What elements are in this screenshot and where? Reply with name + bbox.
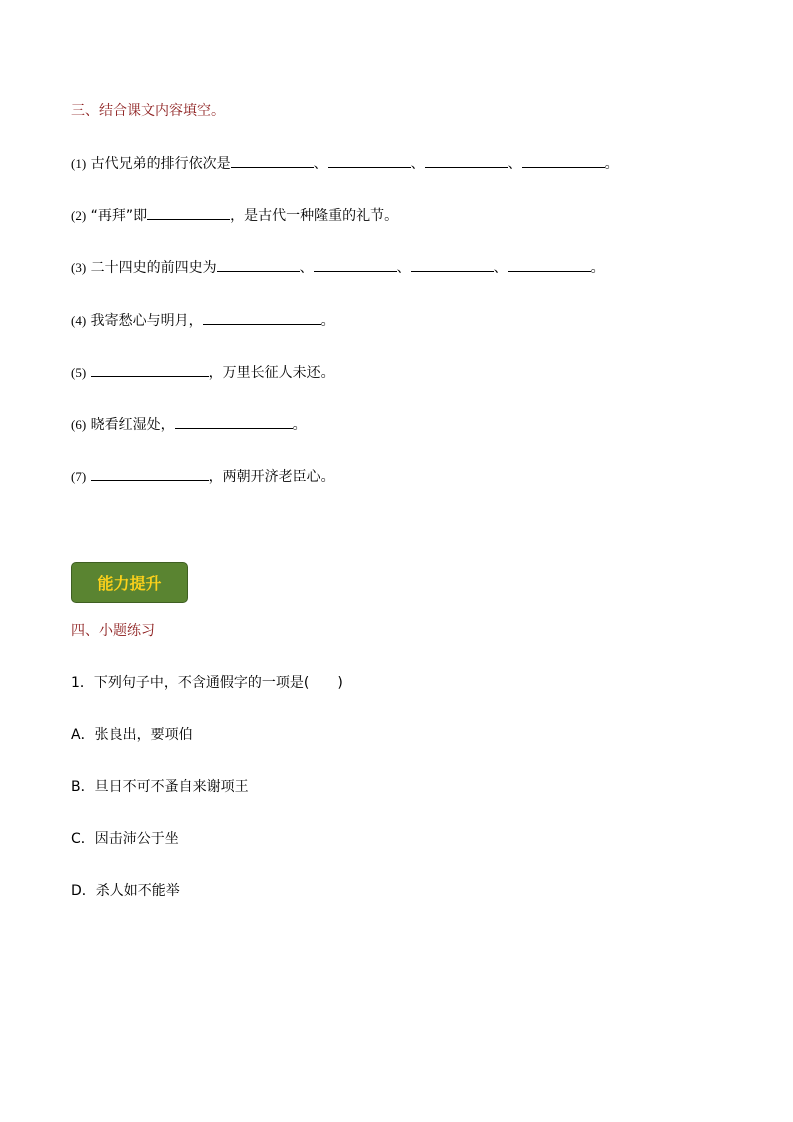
item-number: (5) xyxy=(71,365,87,380)
section4-heading: 四、小题练习 xyxy=(71,623,155,639)
item-number: (1) xyxy=(71,156,87,171)
blank[interactable] xyxy=(217,258,300,272)
fill-item-6 xyxy=(71,415,307,434)
question-text: 1．下列句子中，不含通假字的一项是( xyxy=(71,675,310,691)
blank[interactable] xyxy=(411,258,494,272)
item-number: (3) xyxy=(71,260,87,275)
separator: 、 xyxy=(313,156,328,172)
item-text-post: ，是古代一种隆重的礼节。 xyxy=(230,208,399,224)
blank[interactable] xyxy=(522,154,605,168)
item-text: 古代兄弟的排行依次是 xyxy=(90,156,231,172)
item-text-post: ，两朝开济老臣心。 xyxy=(208,469,335,485)
separator: 、 xyxy=(507,156,522,172)
badge-label: 能力提升 xyxy=(97,574,162,593)
separator: 、 xyxy=(410,156,425,172)
item-end: 。 xyxy=(292,417,307,433)
item-text-post: ，万里长征人未还。 xyxy=(208,365,335,381)
blank[interactable] xyxy=(147,206,230,220)
item-number: (4) xyxy=(71,313,87,328)
item-end: 。 xyxy=(604,156,619,172)
option-a[interactable]: A．张良出，要项伯 xyxy=(71,727,193,743)
item-number: (7) xyxy=(71,469,87,484)
item-text: 二十四史的前四史为 xyxy=(90,260,217,276)
blank[interactable] xyxy=(508,258,591,272)
item-number: (2) xyxy=(71,208,87,223)
item-text: 我寄愁心与明月， xyxy=(90,313,203,329)
item-end: 。 xyxy=(320,313,335,329)
blank[interactable] xyxy=(231,154,314,168)
fill-item-4 xyxy=(71,311,335,330)
separator: 、 xyxy=(299,260,314,276)
ability-badge xyxy=(71,562,188,603)
fill-item-7 xyxy=(71,467,335,486)
blank[interactable] xyxy=(91,467,209,481)
item-number: (6) xyxy=(71,417,87,432)
question-close: ) xyxy=(337,675,343,691)
fill-item-2 xyxy=(71,206,398,225)
separator: 、 xyxy=(493,260,508,276)
blank[interactable] xyxy=(203,311,321,325)
item-end: 。 xyxy=(590,260,605,276)
option-b[interactable]: B．旦日不可不蚤自来谢项王 xyxy=(71,779,249,795)
item-text: 晓看红湿处， xyxy=(90,417,175,433)
fill-item-3 xyxy=(71,258,605,277)
option-c[interactable]: C．因击沛公于坐 xyxy=(71,831,179,847)
separator: 、 xyxy=(396,260,411,276)
option-d[interactable]: D．杀人如不能举 xyxy=(71,883,180,899)
question-stem xyxy=(71,674,343,692)
item-text: “再拜”即 xyxy=(90,208,148,224)
blank[interactable] xyxy=(175,415,293,429)
blank[interactable] xyxy=(314,258,397,272)
section3-heading: 三、结合课文内容填空。 xyxy=(71,103,225,119)
blank[interactable] xyxy=(91,363,209,377)
fill-item-1 xyxy=(71,154,619,173)
blank[interactable] xyxy=(425,154,508,168)
fill-item-5 xyxy=(71,363,335,382)
blank[interactable] xyxy=(328,154,411,168)
